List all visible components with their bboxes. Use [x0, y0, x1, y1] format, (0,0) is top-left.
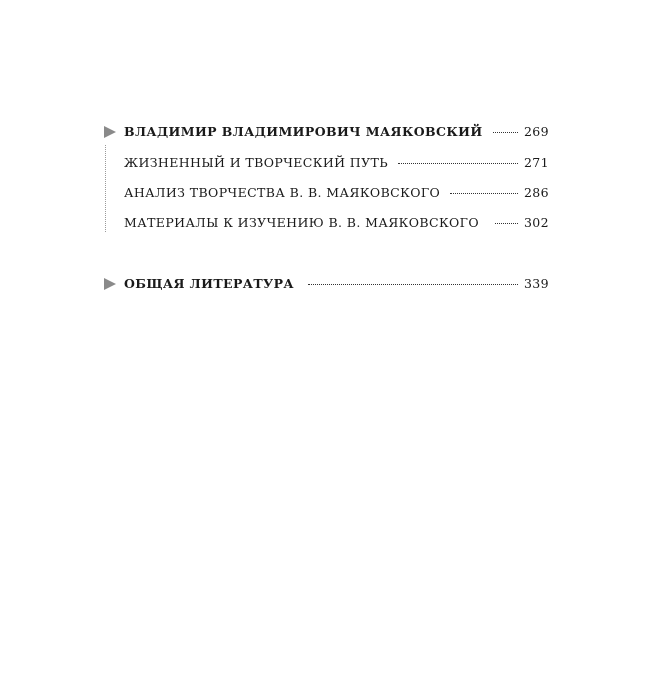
toc-subsection-life-path[interactable] — [124, 155, 549, 171]
toc-page-number: 269 — [523, 124, 549, 139]
toc-section-title: ВЛАДИМИР ВЛАДИМИРОВИЧ МАЯКОВСКИЙ — [124, 124, 483, 139]
toc-subsection-analysis[interactable] — [124, 185, 549, 201]
toc-page-number: 339 — [523, 276, 549, 291]
toc-page-number: 286 — [523, 185, 549, 200]
toc-page-number: 302 — [523, 215, 549, 230]
dot-leader — [308, 284, 518, 285]
dot-leader — [398, 163, 518, 164]
toc-section-title: ОБЩАЯ ЛИТЕРАТУРА — [124, 276, 294, 291]
toc-page-number: 271 — [523, 155, 549, 170]
section-divider-line — [105, 145, 106, 232]
dot-leader — [450, 193, 518, 194]
toc-section-mayakovsky[interactable] — [124, 124, 549, 140]
toc-subsection-materials[interactable] — [124, 215, 549, 231]
triangle-marker-icon — [104, 126, 116, 138]
dot-leader — [493, 132, 518, 133]
toc-section-general-literature[interactable] — [124, 276, 549, 292]
dot-leader — [495, 223, 518, 224]
toc-subsection-title: АНАЛИЗ ТВОРЧЕСТВА В. В. МАЯКОВСКОГО — [124, 185, 441, 200]
triangle-marker-icon — [104, 278, 116, 290]
toc-subsection-title: МАТЕРИАЛЫ К ИЗУЧЕНИЮ В. В. МАЯКОВСКОГО — [124, 215, 480, 230]
toc-subsection-title: ЖИЗНЕННЫЙ И ТВОРЧЕСКИЙ ПУТЬ — [124, 155, 389, 170]
